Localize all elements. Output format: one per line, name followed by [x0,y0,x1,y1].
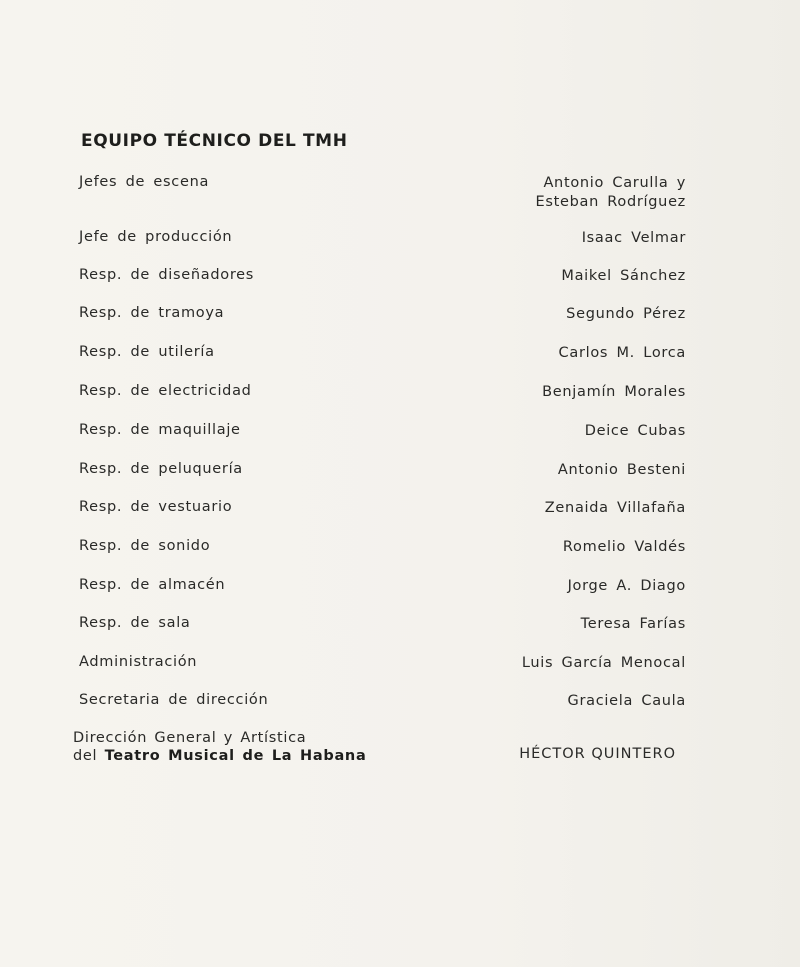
credit-name: Benjamín Morales [542,384,686,400]
credit-name: Carlos M. Lorca [558,345,686,361]
credit-names [568,577,686,596]
credit-names [563,538,686,557]
credit-role: Resp. de peluquería [79,461,243,477]
credit-names [581,615,686,634]
credit-names [561,267,686,286]
credit-name: Esteban Rodríguez [535,194,686,210]
credit-role: Jefes de escena [79,174,210,190]
credit-role: Resp. de maquillaje [79,422,241,438]
credit-role: Resp. de electricidad [79,383,252,399]
credit-role: Jefe de producción [79,229,233,245]
credit-name: Isaac Velmar [581,230,686,246]
credit-names [535,174,686,212]
credit-role: Resp. de sonido [79,538,211,554]
credit-names [522,654,686,673]
credit-names [542,383,686,402]
credit-names [545,499,686,518]
general-direction-label [73,729,366,765]
general-direction-line2-prefix: del [73,748,98,764]
theater-name: Teatro Musical de La Habana [104,748,367,764]
credit-names [568,692,686,711]
credit-role: Resp. de sala [79,615,191,631]
credit-name: Romelio Valdés [562,539,686,555]
credit-name: Antonio Besteni [557,462,686,478]
credit-names [566,305,686,324]
credit-name: Luis García Menocal [521,655,686,671]
credit-names [585,422,686,441]
credit-name: Antonio Carulla y [543,175,686,191]
section-title: EQUIPO TÉCNICO DEL TMH [81,131,348,151]
credit-role: Resp. de vestuario [79,499,233,515]
credit-name: Zenaida Villafaña [544,500,686,516]
credit-name: Teresa Farías [580,616,686,632]
credit-name: Jorge A. Diago [567,578,686,594]
credit-role: Administración [79,654,198,670]
credit-name: Graciela Caula [567,693,686,709]
credit-name: Deice Cubas [584,423,686,439]
credit-role: Resp. de tramoya [79,305,225,321]
credit-role: Resp. de utilería [79,344,215,360]
credit-name: Maikel Sánchez [561,268,686,284]
director-name: HÉCTOR QUINTERO [519,746,676,762]
credit-name: Segundo Pérez [566,306,686,322]
credit-role: Secretaria de dirección [79,692,269,708]
general-direction-line1: Dirección General y Artística [73,730,307,746]
credit-names [559,344,686,363]
credit-names [558,461,686,480]
credit-names [582,229,686,248]
credit-role: Resp. de diseñadores [79,267,255,283]
credit-role: Resp. de almacén [79,577,226,593]
